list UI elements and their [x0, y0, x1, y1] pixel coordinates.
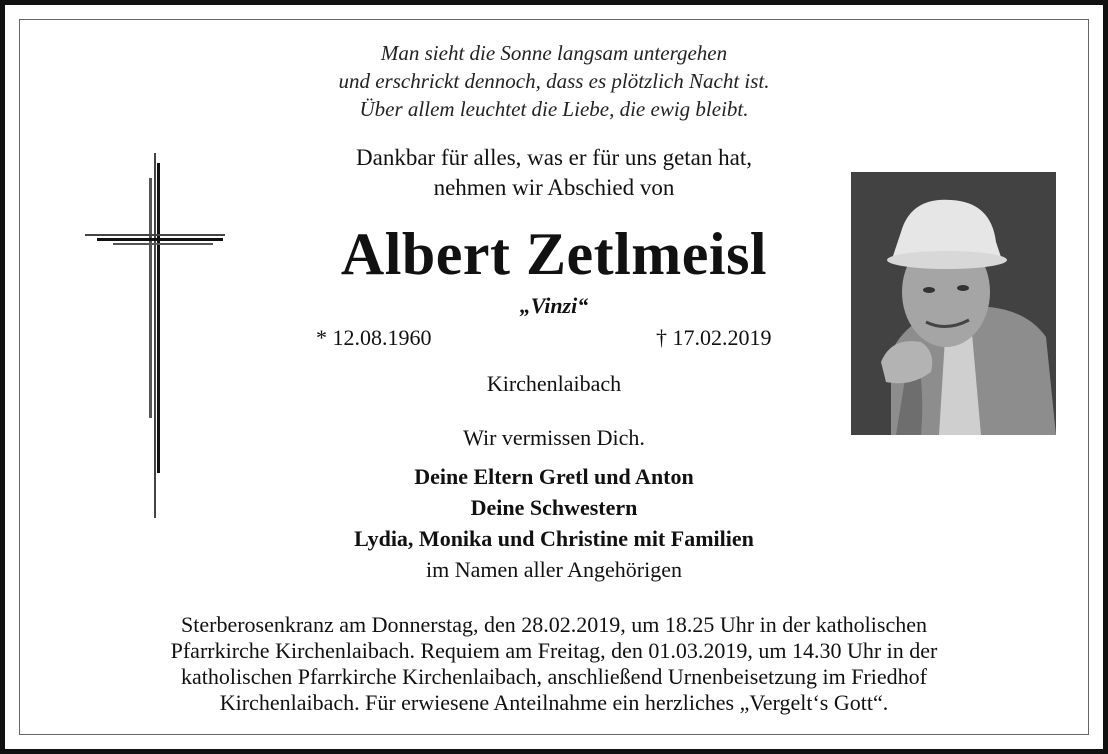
intro-line-1: Dankbar für alles, was er für uns getan hat, — [356, 145, 752, 170]
death-date: † 17.02.2019 — [656, 325, 772, 350]
notice-line-3: katholischen Pfarrkirche Kirchenlaibach, anschließend Urnenbeisetzung im Friedhof — [181, 664, 927, 689]
intro-line-2: nehmen wir Abschied von — [433, 175, 675, 200]
closing-line: Wir vermissen Dich. — [463, 425, 645, 450]
mourners-line-1: Deine Eltern Gretl und Anton — [414, 464, 694, 489]
birth-date: * 12.08.1960 — [316, 325, 432, 350]
deceased-name: Albert Zetlmeisl — [340, 221, 768, 287]
notice-line-4: Kirchenlaibach. Für erwiesene Anteilnahme ein herzliches „Vergelt‘s Gott“. — [219, 690, 889, 715]
notice-line-2: Pfarrkirche Kirchenlaibach. Requiem am Freitag, den 01.03.2019, um 14.30 Uhr in der — [170, 638, 938, 663]
poem-line-3: Über allem leuchtet die Liebe, die ewig bleibt. — [359, 97, 749, 121]
poem-line-2: und erschrickt dennoch, dass es plötzlich Nacht ist. — [338, 69, 770, 93]
hometown: Kirchenlaibach — [486, 371, 622, 396]
mourners-line-3: Lydia, Monika und Christine mit Familien — [354, 526, 754, 551]
notice-line-1: Sterberosenkranz am Donnerstag, den 28.02.2019, um 18.25 Uhr in der katholischen — [181, 612, 927, 637]
funeral-notice — [25, 612, 1083, 716]
mourners-line-2: Deine Schwestern — [470, 495, 638, 520]
deceased-nickname: „Vinzi“ — [519, 293, 589, 318]
portrait-photo — [851, 172, 1056, 435]
cross-icon — [83, 153, 228, 523]
mourners-line-4: im Namen aller Angehörigen — [426, 557, 682, 582]
poem-line-1: Man sieht die Sonne langsam untergehen — [380, 41, 728, 65]
poem — [5, 39, 1103, 123]
